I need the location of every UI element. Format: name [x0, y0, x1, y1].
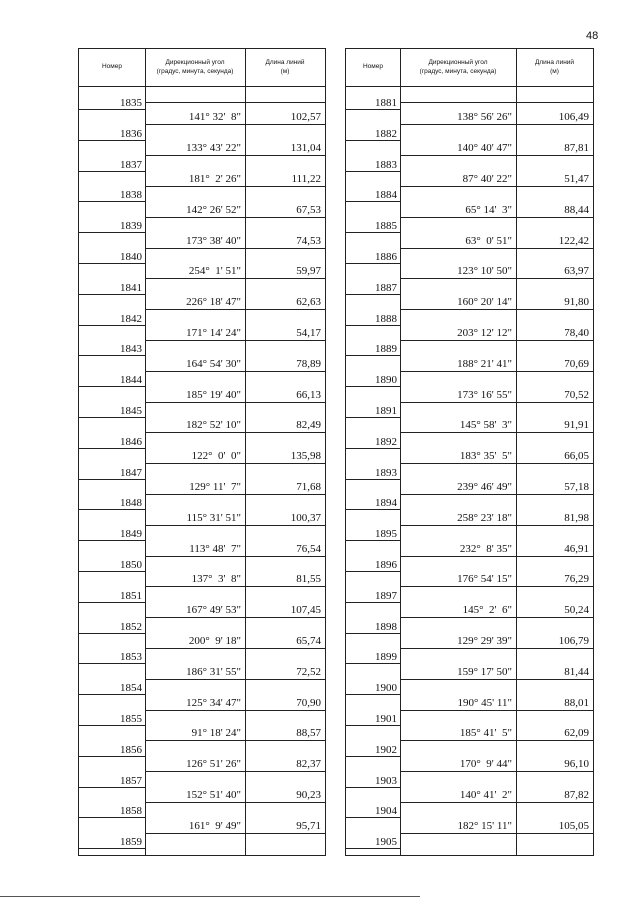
- point-number: 1849: [120, 528, 142, 541]
- line-length: 135,98: [290, 450, 321, 463]
- point-number: 1902: [375, 743, 397, 756]
- direction-angle: 63° 0' 51": [465, 234, 512, 247]
- row-divider: [145, 248, 325, 249]
- row-divider: [346, 694, 400, 695]
- page-number: 48: [586, 30, 599, 42]
- row-divider: [400, 648, 593, 649]
- row-divider: [79, 201, 145, 202]
- point-number: 1845: [120, 405, 142, 417]
- line-length: 131,04: [290, 142, 321, 155]
- row-divider: [79, 571, 145, 572]
- direction-angle: 176° 54' 15": [457, 573, 512, 586]
- direction-angle: 140° 40' 47": [457, 142, 512, 155]
- row-divider: [145, 402, 325, 403]
- row-divider: [145, 155, 325, 156]
- row-divider: [145, 309, 325, 310]
- line-length: 102,57: [290, 111, 321, 124]
- row-divider: [400, 340, 593, 341]
- line-length: 66,05: [564, 450, 589, 463]
- direction-angle: 142° 26' 52": [186, 203, 241, 216]
- row-divider: [79, 355, 145, 356]
- row-divider: [145, 617, 325, 618]
- point-number: 1889: [375, 343, 397, 356]
- line-length: 78,40: [564, 327, 589, 339]
- row-divider: [145, 710, 325, 711]
- line-length: 59,97: [296, 265, 321, 278]
- point-number: 1898: [375, 620, 397, 633]
- row-divider: [346, 787, 400, 788]
- row-divider: [145, 556, 325, 557]
- row-divider: [145, 371, 325, 372]
- line-length: 70,69: [564, 357, 589, 370]
- direction-angle: 65° 14' 3": [465, 203, 512, 216]
- row-divider: [400, 124, 593, 125]
- line-length: 107,45: [290, 604, 321, 617]
- footer-rule: [0, 896, 420, 897]
- row-divider: [79, 417, 145, 418]
- line-length: 65,74: [296, 635, 321, 647]
- row-divider: [400, 586, 593, 587]
- line-length: 90,23: [296, 789, 321, 801]
- direction-angle: 190° 45' 11": [457, 696, 512, 709]
- row-divider: [79, 140, 145, 141]
- direction-angle: 115° 31' 51": [186, 511, 241, 524]
- direction-angle: 145° 58' 3": [459, 419, 512, 432]
- row-divider: [346, 756, 400, 757]
- row-divider: [79, 787, 145, 788]
- row-divider: [145, 586, 325, 587]
- point-number: 1858: [120, 805, 142, 818]
- point-number: 1887: [375, 281, 397, 294]
- row-divider: [400, 102, 593, 103]
- header-length: Длина линий (м): [534, 58, 575, 75]
- line-length: 66,13: [296, 388, 321, 401]
- line-length: 88,01: [564, 696, 589, 709]
- line-length: 82,37: [296, 758, 321, 771]
- row-divider: [79, 848, 145, 849]
- row-divider: [400, 494, 593, 495]
- line-length: 72,52: [296, 665, 321, 678]
- row-divider: [145, 525, 325, 526]
- row-divider: [400, 525, 593, 526]
- line-length: 51,47: [564, 173, 589, 185]
- point-number: 1892: [375, 435, 397, 448]
- point-number: 1857: [120, 774, 142, 787]
- row-divider: [79, 509, 145, 510]
- row-divider: [346, 725, 400, 726]
- row-divider: [400, 186, 593, 187]
- row-divider: [400, 371, 593, 372]
- point-number: 1888: [375, 312, 397, 325]
- line-length: 88,44: [564, 203, 589, 216]
- direction-angle: 203° 12' 12": [457, 327, 512, 339]
- row-divider: [79, 109, 145, 110]
- row-divider: [79, 325, 145, 326]
- row-divider: [400, 463, 593, 464]
- line-length: 81,98: [564, 511, 589, 524]
- row-divider: [400, 248, 593, 249]
- line-length: 82,49: [296, 419, 321, 432]
- point-number: 1884: [375, 189, 397, 202]
- header-divider: [346, 86, 593, 87]
- row-divider: [145, 463, 325, 464]
- row-divider: [346, 848, 400, 849]
- row-divider: [79, 171, 145, 172]
- direction-angle: 126° 51' 26": [186, 758, 241, 771]
- row-divider: [400, 679, 593, 680]
- row-divider: [400, 217, 593, 218]
- point-number: 1841: [120, 281, 142, 294]
- row-divider: [346, 448, 400, 449]
- point-number: 1843: [120, 343, 142, 356]
- direction-angle: 173° 16' 55": [457, 388, 512, 401]
- point-number: 1839: [120, 220, 142, 233]
- row-divider: [79, 294, 145, 295]
- row-divider: [346, 386, 400, 387]
- row-divider: [400, 432, 593, 433]
- line-length: 111,22: [291, 173, 321, 185]
- row-divider: [400, 309, 593, 310]
- row-divider: [145, 278, 325, 279]
- point-number: 1893: [375, 466, 397, 479]
- line-length: 81,44: [564, 665, 589, 678]
- point-number: 1853: [120, 651, 142, 664]
- row-divider: [79, 725, 145, 726]
- point-number: 1844: [120, 374, 142, 387]
- direction-angle: 188° 21' 41": [457, 357, 512, 370]
- row-divider: [346, 663, 400, 664]
- direction-angle: 145° 2' 6": [462, 604, 512, 617]
- point-number: 1895: [375, 528, 397, 541]
- direction-angle: 160° 20' 14": [457, 296, 512, 309]
- line-length: 76,29: [564, 573, 589, 586]
- line-length: 91,80: [564, 296, 589, 309]
- row-divider: [145, 340, 325, 341]
- line-length: 54,17: [296, 327, 321, 339]
- direction-angle: 161° 9' 49": [188, 819, 241, 832]
- row-divider: [346, 140, 400, 141]
- line-length: 91,91: [564, 419, 589, 432]
- header-number: Номер: [362, 63, 383, 71]
- point-number: 1885: [375, 220, 397, 233]
- row-divider: [400, 155, 593, 156]
- point-number: 1896: [375, 559, 397, 571]
- row-divider: [79, 756, 145, 757]
- line-length: 96,10: [564, 758, 589, 771]
- direction-angle: 232° 8' 35": [459, 542, 512, 555]
- direction-angle: 137° 3' 8": [191, 573, 241, 586]
- row-divider: [79, 602, 145, 603]
- line-length: 74,53: [296, 234, 321, 247]
- row-divider: [346, 633, 400, 634]
- row-divider: [400, 617, 593, 618]
- line-length: 88,57: [296, 727, 321, 740]
- line-length: 100,37: [290, 511, 321, 524]
- row-divider: [400, 278, 593, 279]
- direction-angle: 239° 46' 49": [457, 481, 512, 493]
- line-length: 76,54: [296, 542, 321, 555]
- line-length: 70,90: [296, 696, 321, 709]
- direction-angle: 258° 23' 18": [457, 511, 512, 524]
- row-divider: [145, 679, 325, 680]
- row-divider: [79, 448, 145, 449]
- row-divider: [400, 556, 593, 557]
- point-number: 1904: [375, 805, 397, 818]
- point-number: 1899: [375, 651, 397, 664]
- line-length: 46,91: [564, 542, 589, 555]
- point-number: 1855: [120, 713, 142, 725]
- row-divider: [346, 417, 400, 418]
- row-divider: [346, 540, 400, 541]
- direction-angle: 226° 18' 47": [186, 296, 241, 309]
- row-divider: [346, 325, 400, 326]
- row-divider: [145, 648, 325, 649]
- direction-angle: 167° 49' 53": [186, 604, 241, 617]
- direction-angle: 159° 17' 50": [457, 665, 512, 678]
- point-number: 1851: [120, 589, 142, 602]
- direction-angle: 123° 10' 50": [457, 265, 512, 278]
- point-number: 1842: [120, 312, 142, 325]
- point-number: 1836: [120, 127, 142, 140]
- line-length: 62,09: [564, 727, 589, 740]
- row-divider: [79, 232, 145, 233]
- row-divider: [79, 694, 145, 695]
- direction-angle: 122° 0' 0": [191, 450, 241, 463]
- line-length: 81,55: [296, 573, 321, 586]
- row-divider: [79, 479, 145, 480]
- row-divider: [79, 663, 145, 664]
- row-divider: [346, 602, 400, 603]
- line-length: 57,18: [564, 481, 589, 493]
- line-length: 67,53: [296, 203, 321, 216]
- line-length: 106,49: [558, 111, 589, 124]
- line-length: 50,24: [564, 604, 589, 617]
- line-length: 71,68: [296, 481, 321, 493]
- point-number: 1854: [120, 682, 142, 695]
- line-length: 95,71: [296, 819, 321, 832]
- row-divider: [400, 402, 593, 403]
- direction-angle: 200° 9' 18": [188, 635, 241, 647]
- direction-angle: 181° 2' 26": [188, 173, 241, 185]
- direction-angle: 91° 18' 24": [191, 727, 241, 740]
- point-number: 1897: [375, 589, 397, 602]
- row-divider: [346, 355, 400, 356]
- row-divider: [346, 817, 400, 818]
- point-number: 1903: [375, 774, 397, 787]
- line-length: 106,79: [558, 635, 589, 647]
- point-number: 1840: [120, 251, 142, 263]
- header-angle: Дирекционный угол (градус, минута, секунда): [156, 58, 234, 75]
- row-divider: [145, 102, 325, 103]
- row-divider: [400, 833, 593, 834]
- point-number: 1886: [375, 251, 397, 263]
- direction-angle: 87° 40' 22": [462, 173, 512, 185]
- point-number: 1883: [375, 158, 397, 171]
- direction-angle: 164° 54' 30": [186, 357, 241, 370]
- point-number: 1882: [375, 127, 397, 140]
- point-number: 1859: [120, 836, 142, 849]
- row-divider: [145, 432, 325, 433]
- point-number: 1894: [375, 497, 397, 510]
- row-divider: [145, 771, 325, 772]
- line-length: 70,52: [564, 388, 589, 401]
- line-length: 105,05: [558, 819, 589, 832]
- direction-angle: 171° 14' 24": [186, 327, 241, 339]
- row-divider: [400, 740, 593, 741]
- direction-angle: 183° 35' 5": [459, 450, 512, 463]
- direction-angle: 141° 32' 8": [188, 111, 241, 124]
- coordinates-table-left: [78, 48, 326, 856]
- coordinates-table-right: [345, 48, 594, 856]
- direction-angle: 185° 41' 5": [459, 727, 512, 740]
- header-angle: Дирекционный угол (градус, минута, секунда): [419, 58, 497, 75]
- row-divider: [400, 771, 593, 772]
- header-length: Длина линий (м): [265, 58, 305, 75]
- point-number: 1848: [120, 497, 142, 510]
- point-number: 1891: [375, 405, 397, 417]
- point-number: 1881: [375, 97, 397, 109]
- row-divider: [346, 509, 400, 510]
- row-divider: [145, 740, 325, 741]
- direction-angle: 152° 51' 40": [186, 789, 241, 801]
- direction-angle: 170° 9' 44": [459, 758, 512, 771]
- point-number: 1905: [375, 836, 397, 849]
- row-divider: [346, 571, 400, 572]
- row-divider: [145, 217, 325, 218]
- direction-angle: 254° 1' 51": [188, 265, 241, 278]
- row-divider: [346, 263, 400, 264]
- direction-angle: 186° 31' 55": [186, 665, 241, 678]
- point-number: 1901: [375, 713, 397, 725]
- row-divider: [145, 494, 325, 495]
- row-divider: [145, 833, 325, 834]
- point-number: 1838: [120, 189, 142, 202]
- header-number: Номер: [101, 63, 122, 71]
- row-divider: [145, 186, 325, 187]
- direction-angle: 182° 52' 10": [186, 419, 241, 432]
- point-number: 1890: [375, 374, 397, 387]
- line-length: 87,81: [564, 142, 589, 155]
- point-number: 1837: [120, 158, 142, 171]
- row-divider: [79, 633, 145, 634]
- point-number: 1847: [120, 466, 142, 479]
- point-number: 1835: [120, 97, 142, 109]
- row-divider: [79, 386, 145, 387]
- point-number: 1856: [120, 743, 142, 756]
- direction-angle: 185° 19' 40": [186, 388, 241, 401]
- line-length: 87,82: [564, 789, 589, 801]
- row-divider: [79, 540, 145, 541]
- row-divider: [346, 201, 400, 202]
- line-length: 78,89: [296, 357, 321, 370]
- line-length: 63,97: [564, 265, 589, 278]
- direction-angle: 125° 34' 47": [186, 696, 241, 709]
- row-divider: [79, 817, 145, 818]
- row-divider: [346, 294, 400, 295]
- point-number: 1846: [120, 435, 142, 448]
- header-divider: [79, 86, 325, 87]
- direction-angle: 140° 41' 2": [459, 789, 512, 801]
- row-divider: [400, 802, 593, 803]
- direction-angle: 173° 38' 40": [186, 234, 241, 247]
- direction-angle: 113° 48' 7": [189, 542, 241, 555]
- line-length: 122,42: [558, 234, 589, 247]
- row-divider: [145, 802, 325, 803]
- row-divider: [346, 232, 400, 233]
- direction-angle: 129° 29' 39": [457, 635, 512, 647]
- row-divider: [346, 171, 400, 172]
- point-number: 1850: [120, 559, 142, 571]
- row-divider: [346, 479, 400, 480]
- direction-angle: 133° 43' 22": [186, 142, 241, 155]
- row-divider: [79, 263, 145, 264]
- row-divider: [346, 109, 400, 110]
- row-divider: [145, 124, 325, 125]
- point-number: 1852: [120, 620, 142, 633]
- point-number: 1900: [375, 682, 397, 695]
- direction-angle: 138° 56' 26": [457, 111, 512, 124]
- direction-angle: 182° 15' 11": [457, 819, 512, 832]
- direction-angle: 129° 11' 7": [189, 481, 241, 493]
- line-length: 62,63: [296, 296, 321, 309]
- row-divider: [400, 710, 593, 711]
